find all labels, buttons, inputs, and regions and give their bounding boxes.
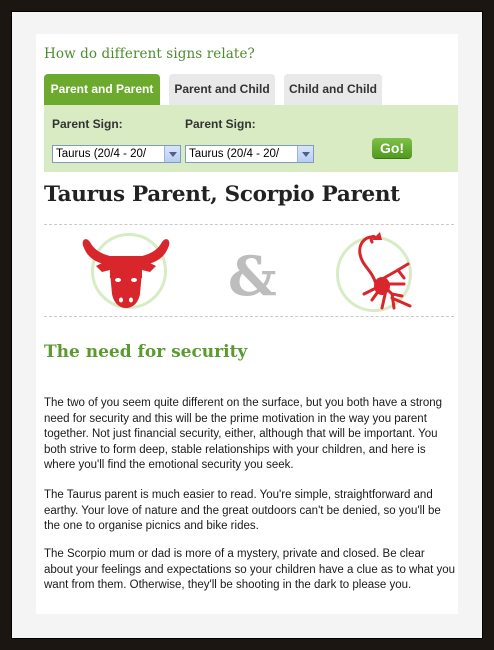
parent-sign-label-2: Parent Sign: xyxy=(185,117,256,131)
parent-sign-select-2-value: Taurus (20/4 - 20/ xyxy=(189,148,280,160)
scorpio-scorpion-icon xyxy=(332,224,422,316)
go-button[interactable]: Go! xyxy=(372,138,412,158)
tab-parent-and-parent[interactable]: Parent and Parent xyxy=(44,74,160,105)
parent-sign-label-1: Parent Sign: xyxy=(52,117,123,131)
paragraph-1: The two of you seem quite different on the surface, but you both have a strong need for security and this will be the prime motivation in the way you parent together. Not just financial security, either, although that will be important. You both strive to form deep, stable relationships with your children, and here is where you'll find the emotional security you seek. xyxy=(44,397,443,471)
section-question-heading: How do different signs relate? xyxy=(44,46,255,62)
page-title: Taurus Parent, Scorpio Parent xyxy=(44,182,400,207)
taurus-bull-icon xyxy=(76,232,176,312)
ampersand: & xyxy=(228,244,277,308)
parent-sign-select-2[interactable] xyxy=(185,145,314,163)
dropdown-arrow-icon[interactable] xyxy=(164,146,180,162)
dropdown-arrow-icon[interactable] xyxy=(297,146,313,162)
section-heading: The need for security xyxy=(44,342,248,362)
tab-parent-and-child[interactable]: Parent and Child xyxy=(169,74,275,105)
paragraph-2: The Taurus parent is much easier to read. You're simple, straightforward and earthy. Your love of nature and the great outdoors can't be denied, so you'll be the one to organise picnics and bike rides. xyxy=(44,489,441,532)
sign-symbols xyxy=(36,224,458,316)
parent-sign-select-1[interactable] xyxy=(52,145,181,163)
sign-selector-panel xyxy=(44,105,458,172)
divider xyxy=(44,316,454,317)
parent-sign-select-1-value: Taurus (20/4 - 20/ xyxy=(56,148,147,160)
page xyxy=(36,34,458,614)
tab-child-and-child[interactable]: Child and Child xyxy=(284,74,382,105)
paragraph-3: The Scorpio mum or dad is more of a mystery, private and closed. Be clear about your feelings and expectations so your children have a clue as to what you want from them. Otherwise, they'll be shooting in the dark to please you. xyxy=(44,548,456,591)
